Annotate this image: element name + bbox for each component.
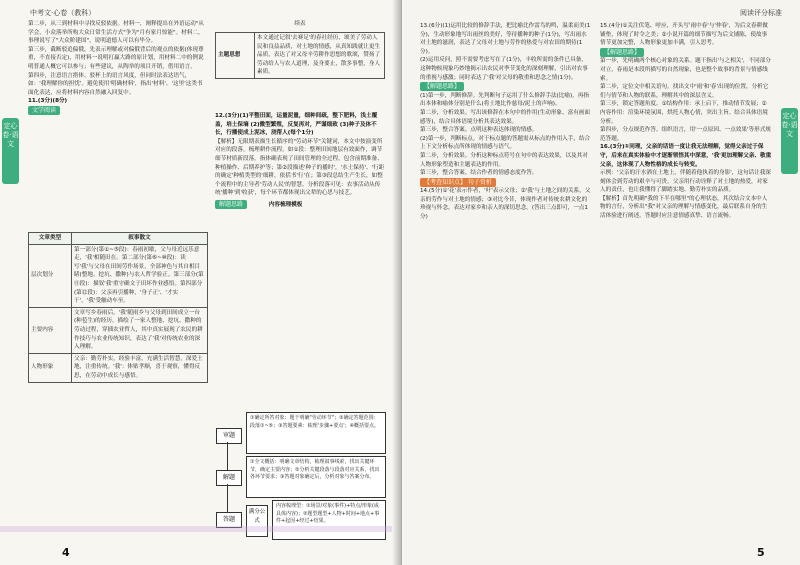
section-tag: 【解题思路】 <box>420 82 464 91</box>
left-page-number: 4 <box>62 546 70 559</box>
paragraph: 第一步，先明确两个核心对象的关系。题干指出'与之相关'，不同部分对立，春雨是本段所描写的自然现象，也是整个故事的背景与情感线索。 <box>600 58 771 82</box>
table-row <box>29 244 208 307</box>
section-tag: 【考查知识点】 句子赏析 <box>420 178 496 187</box>
framework-title: 内容梳理模板 <box>268 201 303 208</box>
paragraph: (1)第一步，判断修辞。先判断句子运用了什么修辞手法(比喻)，再指出本体和喻体分别是什么(将土地比作慈母/泥土的声响)。 <box>420 92 589 108</box>
question-label: 11.(3分)(8分) <box>28 98 68 105</box>
table-row <box>29 353 208 382</box>
paragraph: 第二步，分析效果。分析这种标点符号在句中的表达效果，以及其对人物形象塑造和主题表达的作用。 <box>420 152 588 168</box>
step-box-review: ①确定所答对象：题干明确"劳动环节"；②确定答题范围：段落①~⑤；③答题要素：梳理'步骤+要点'；④概括要点。 <box>246 412 386 454</box>
right-col1-text <box>420 22 592 222</box>
paragraph: 第三步，锁定答题角度。①结构作用：承上启下，推动情节发展；②内容作用：渲染环境氛围，烘托人物心情，突出主旨。结合具体语境分析。 <box>600 101 768 125</box>
paragraph: 14.(5分)①'花'表示作者，'叶'表示父母；②'我'与土地之间的关系，父亲的劳作与对土地的情感；③对比今昔，体现作者对传统农耕文化的珍视与怀念，表达对家乡和亲人的深切思念。(答出三点即可，一点1分) <box>420 188 591 221</box>
paragraph: 第二步，定位文中相关语句。找出文中'雨'和'春'出现的位置，分析它们与情节和人物的联系，理解其中的深层含义。 <box>600 84 769 99</box>
reading-analysis-table <box>28 232 208 383</box>
table-row <box>29 307 208 353</box>
paragraph: (2)第一步，判断标点。对于标点题的答题需从标点的作用入手，结合上下文分析标点所体现的情感与语气。 <box>420 135 591 151</box>
paragraph: 示例：'父亲的汗水洒在土地上，伴随着他执着的身影'，这句话让我深刻体会到劳动的艰辛与可贵。父亲用行动诠释了对土地的热爱，对家人的责任，也让我懂得了脚踏实地、勤劳朴实的品质。 <box>600 170 771 194</box>
table-header-row <box>29 233 208 245</box>
left-side-tab: 定心卷·语文 <box>2 118 19 184</box>
table-cell-label: 人物形象 <box>29 353 72 382</box>
table-cell-label: 主题思想 <box>216 33 255 79</box>
right-col2-text <box>600 22 772 221</box>
paragraph: 13.(6分)(1)运用比较的修辞手法，把比喻比作雷鸟的鸣，温柔而美(1分)，生动形象地写出雨丝的美好，等待播种的种子(1分)，写出雨水对土地的滋润，表达了父母对土地与劳作的热爱与对农田的期待(1分)。 <box>420 23 591 55</box>
scan-artifact <box>0 526 400 532</box>
paragraph: 第四步，注意语言措体。驳杯上的语言风度，但同时法表达语气，如：'我理解你的担忧'。避免使用'明确材料'，指出'材料'、'这里'这类书面化表达，应将材料内容自然融入回复中。 <box>28 72 203 96</box>
paragraph: 第三步，整合答案。点明这种表达体现的情感。 <box>420 127 538 134</box>
paragraph: 15.(4分)①关注伏笔、呼应，开头写'雨中春'与'仲春'，为后文春耕做铺垫，体现了时令之美；②小说开篇的细节描写为后文铺陈，使故事情节更加完整，人物形象更加丰满，引人思考。 <box>600 23 768 47</box>
table-header-cell: 叙事散文 <box>72 233 208 245</box>
table-cell-label: 层次划分 <box>29 244 72 307</box>
right-page <box>402 0 800 565</box>
step-box-solve: ①全文概括：明确文章结构，梳理叙事线索，找出关键环节，确定主要内容；②分析关键段落与段落对应关系，找出各环节要求；③答题对象确定后，分析对象与答案分布。 <box>246 456 386 498</box>
question-12: 12.(3分)(1)平整田面，运量泥量，细种间疏，整下肥料，浅土覆盖，培土保墒 (2)微型繁殖，反复再对，严谨细致 (3)种子及体不长，行播使成上泥冰，浇帮人(每个1分) <box>215 113 378 137</box>
table-cell: 第一部分(第①~⑤段)：春雨初歇，父与母近远乐意走，'我'相随田在。第二部分(第⑥~⑩段)：读写'我'与父母在田间劳作场景，全部神色与其自相目睹(整地、挖坑、撒种)与农人哲学验正。第三部分(第⑪段)：描叙'我'重守确文于田坏作业感悟。第四部分(第⑫段)：父亲再引播种，'身子正'、'才实干'，'我'受触动车至。 <box>72 244 208 307</box>
table-cell: 文章写乡春雨后，'我'随雨乡与父母到田间成立一台(种苞生)的经历。描绘了一家人整地、挖坑、撒种的劳动过程，穿插农业哲人，其中真实展现了农民的耕作技巧与农业传统知识，表达了'我'对传统农业的深入理解。 <box>72 307 208 353</box>
section-tag: 文学阅读 <box>28 106 60 115</box>
step-node-answer: 答题 <box>216 512 242 528</box>
theme-table <box>215 32 385 79</box>
table-header-cell: 文章类型 <box>29 233 72 245</box>
step-node-solve: 解题 <box>216 470 242 486</box>
step-box-answer: 内容梳理型：①场景/对象(事件)+特点/形象(或具体内容)；②题型题型+人物+时间+地点+事件+起因+经过+结果。 <box>272 500 386 540</box>
analysis-paragraph: 【解析】无限期表描生长循序的"劳动环节"关键词，本文中按演变所对应的段落，梳理耕作流程，如①段：整理田间地层有效面作，调节细节材质新段落，指体确表现了田间管理的全过程，包含前期准备、种植操作、后期养护等；第②段描述'种子的播时'，'水土保持'、'行距的确定'种植类型的'细耕，依括书'行'在；第③段总结生产生长，如整个流程中的主导者'劳动人民'的智慧。分析段落可见：农事活动从传统'播种'到'收获'，每个环节都体现出父辈的心思与技艺。 <box>215 138 385 197</box>
table-cell: 父亲：勤劳朴实，经验丰富，充满生活智慧，深爱土地，注重传统。'我'：体贴孝顺，喜于观察，懂得反思，在劳动中成长与感悟。 <box>72 353 208 382</box>
section-tag: 解题思路 <box>215 200 247 209</box>
paragraph: 【解析】首先明确"我的下半在哪里"的心理状态，其次结合文本中人物的言行，分析出"我"对父亲的理解与情感变化，最后联系自身的生活体验进行阐述。答题时应注意情感真挚、语言流畅。 <box>600 195 768 220</box>
right-page-number: 5 <box>757 546 765 559</box>
table-row <box>216 33 385 79</box>
paragraph: 16.(3分)①同理，父亲的话语一度让我无法理解，觉得父亲过于保守，后来在真实体验中才逐渐领悟其中深意，'我'更加理解父亲、敬重父亲，这体现了人物性格的成长与转变。 <box>600 144 772 168</box>
table-cell: 本文通过记叙'去赛足'的春社经历，颂美了劳动人民和良益品质，对土地的情感，从真知践就让更生品质，表达了对又母辛劳耕作思想的歌颂，赞扬了劳动给人与农人道理，及身要止，散多事整，身人素质。 <box>255 33 385 79</box>
right-side-tab: 定心卷·语文 <box>781 108 798 174</box>
connector-line <box>227 484 228 512</box>
paragraph: 第三步，整合答案。结合作者的情感态度作答。 <box>420 170 538 177</box>
left-page-header: 中考文·心卷（教科） <box>30 9 96 17</box>
step-node-review: 审题 <box>216 428 242 444</box>
paragraph: 第三步，截断驳追偏俄，先表示理解或对偏俄背后的观点的依据(体现尊重，不直接否定)，用材料一说明打赢大路的原计划，用材料二中的例说明普通人概它可以参与；有些建议，从陶举的项目开销，借用语言。 <box>28 46 204 70</box>
formula-label: 满分公式 <box>246 505 268 537</box>
paragraph: 第二步，分析效果。写出该修辞在本句中的作用(生动形象、富有画面感等)，结合具体语境分析其表达效果。 <box>420 109 590 125</box>
paragraph: 第二步，从三到材料中寻找反驳依据。材料一，阐释提出在外语运动"从学会，小众落举所构大众日常生活方式"争为"月有家月惊能"。材料二，事理说写了"大众阶建国"，说明道德人可以有毕分。 <box>28 21 204 45</box>
left-col1-top <box>28 20 208 116</box>
table-cell-label: 主要内容 <box>29 307 72 353</box>
section-tag: 【解题思路】 <box>600 48 644 57</box>
right-page-header: 阅读评分标准 <box>740 9 782 17</box>
paragraph: 第四步，分点规范作答。组织语言，用'一点原因、一点效果'等形式规范答题。 <box>600 127 771 142</box>
paragraph: (2)运用反问，照不需要考虑写在了(1分)，丰收所需的条件已具备，这种物候现象巧妙地揭示出农民对季节变化的深刻理解，引出对农事的重视与感激；同时表达了'我'对父母的敬重和思念之情(1分)。 <box>420 57 588 81</box>
mini-table-caption: 续表 <box>294 21 306 27</box>
left-col2-text <box>215 112 385 210</box>
connector-line <box>227 442 228 470</box>
